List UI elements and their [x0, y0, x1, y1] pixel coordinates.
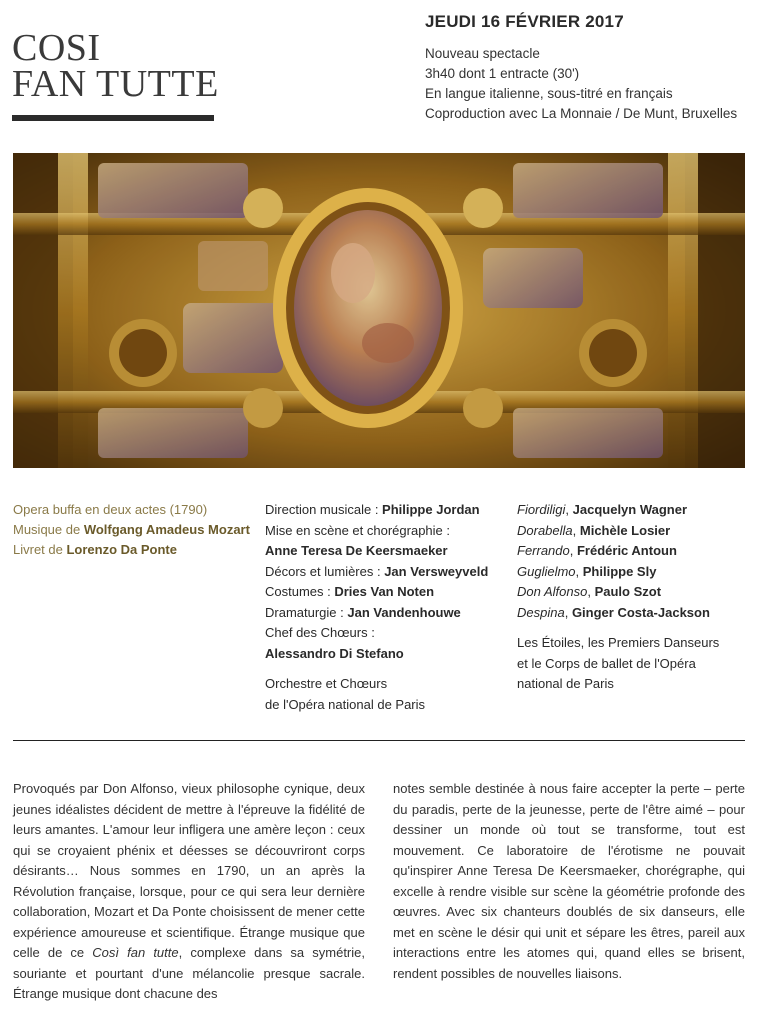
- ceiling-photo: [13, 153, 745, 468]
- credit-name: Anne Teresa De Keersmaeker: [265, 543, 448, 558]
- cast-item: Don Alfonso, Paulo Szot: [517, 584, 662, 599]
- cast-item: Ferrando, Frédéric Antoun: [517, 543, 677, 558]
- librettist-prefix: Livret de: [13, 542, 67, 557]
- cast-list: [517, 500, 757, 695]
- cast-singer: Paulo Szot: [594, 584, 662, 599]
- spacer: [517, 623, 757, 633]
- credit-costumes: [265, 582, 510, 603]
- credit-name: Philippe Jordan: [382, 502, 480, 517]
- ballet-line-3: national de Paris: [517, 676, 614, 691]
- ballet-line-2: et le Corps de ballet de l'Opéra: [517, 655, 696, 671]
- credit-label: Direction musicale :: [265, 502, 383, 517]
- section-divider: [13, 740, 745, 741]
- cast-role: Guglielmo: [517, 563, 576, 579]
- title-line-1: COSI: [12, 27, 101, 69]
- performance-info: [425, 12, 775, 124]
- page-title: [12, 27, 219, 105]
- credit-label: Décors et lumières :: [265, 563, 385, 579]
- title-line-2: FAN TUTTE: [12, 63, 219, 105]
- orchestra-line-1: Orchestre et Chœurs: [265, 676, 388, 691]
- cast-role: Don Alfonso: [517, 584, 588, 599]
- credit-direction: [265, 500, 510, 521]
- credit-dramaturgy: [265, 603, 510, 624]
- composer-name: Wolfgang Amadeus Mozart: [83, 522, 250, 537]
- credit-name: Jan Vandenhouwe: [347, 604, 461, 620]
- credit-staging-name: [265, 541, 510, 562]
- cast-singer: Ginger Costa-Jackson: [571, 604, 710, 620]
- info-line: 3h40 dont 1 entracte (30'): [425, 66, 580, 81]
- credit-name: Alessandro Di Stefano: [265, 645, 404, 661]
- title-underline: [12, 115, 214, 121]
- credit-sets: [265, 562, 510, 583]
- cast-singer: Philippe Sly: [582, 563, 657, 579]
- ballet-line-1: Les Étoiles, les Premiers Danseurs: [517, 635, 720, 650]
- synopsis-text: Provoqués par Don Alfonso, vieux philosophe cynique, deux jeunes idéalistes décident de mettre à l'épreuve la fidélité de leurs amantes. L'amour leur infligera une amère leçon : ceux qui se croyaient phénix et déesses se découvriront corps désirants… Nous sommes en 1790, un an après la Révolution française, lorsque, pour ce qui sera leur dernière collaboration, Mozart et Da Ponte choisissent de mener cette expérience amoureuse et scientifique. Étrange musique que celle de ce: [13, 781, 365, 960]
- cast-role: Despina: [517, 604, 565, 620]
- cast-role: Fiordiligi: [517, 502, 566, 517]
- credit-label: Dramaturgie :: [265, 604, 348, 620]
- cast-item: Guglielmo, Philippe Sly: [517, 563, 657, 579]
- credit-staging-label: Mise en scène et chorégraphie :: [265, 522, 450, 538]
- work-genre: Opera buffa en deux actes (1790): [13, 502, 208, 517]
- cast-role: Dorabella: [517, 522, 573, 538]
- synopsis-text: , complexe dans sa symétrie, souriante et pourtant d'une mélancolie presque sacrale. Étrange musique dont chacune des: [13, 945, 365, 1001]
- credit-label: Costumes :: [265, 584, 335, 599]
- cast-role: Ferrando: [517, 543, 570, 558]
- cast-item: Dorabella, Michèle Losier: [517, 522, 671, 538]
- credit-chorus-name: [265, 644, 510, 665]
- credit-name: Jan Versweyveld: [384, 563, 489, 579]
- synopsis-left-column: [13, 779, 365, 1005]
- work-title-italic: Così fan tutte: [92, 945, 179, 960]
- librettist-name: Lorenzo Da Ponte: [66, 542, 177, 557]
- orchestra-line-2: de l'Opéra national de Paris: [265, 696, 426, 712]
- cast-singer: Jacquelyn Wagner: [572, 502, 688, 517]
- synopsis-right-column: notes semble destinée à nous faire accepter la perte – perte du paradis, perte de la jeunesse, perte de l'être aimé – pour dessiner un monde où tout se transforme, tout est mouvement. Ce laboratoire de l'érotisme ne pouvait qu'inspirer Anne Teresa De Keersmaeker, chorégraphe, qui excelle à rendre visible sur scène la géométrie profonde des œuvres. Avec six chanteurs doublés de six danseurs, elle met en scène le désir qui unit et sépare les êtres, pareil aux interactions entre les atomes qui, quand elles se brisent, rendent possibles de nouvelles liaisons.: [393, 781, 745, 981]
- credit-name: Dries Van Noten: [334, 584, 435, 599]
- cast-item: Despina, Ginger Costa-Jackson: [517, 604, 710, 620]
- ceiling-illustration: [13, 153, 745, 468]
- info-line: Nouveau spectacle: [425, 46, 540, 61]
- cast-item: Fiordiligi, Jacquelyn Wagner: [517, 502, 688, 517]
- work-librettist-line: [13, 540, 253, 560]
- work-details: [13, 500, 253, 560]
- creative-team: [265, 500, 510, 715]
- cast-singer: Frédéric Antoun: [576, 543, 677, 558]
- work-composer-line: [13, 520, 253, 540]
- composer-prefix: Musique de: [13, 522, 84, 537]
- credit-chorus-label: Chef des Chœurs :: [265, 625, 375, 640]
- info-line: En langue italienne, sous-titré en français: [425, 86, 673, 101]
- cast-singer: Michèle Losier: [579, 522, 671, 538]
- spacer: [265, 664, 510, 674]
- performance-date: JEUDI 16 FÉVRIER 2017: [425, 12, 624, 31]
- info-line: Coproduction avec La Monnaie / De Munt, Bruxelles: [425, 106, 738, 121]
